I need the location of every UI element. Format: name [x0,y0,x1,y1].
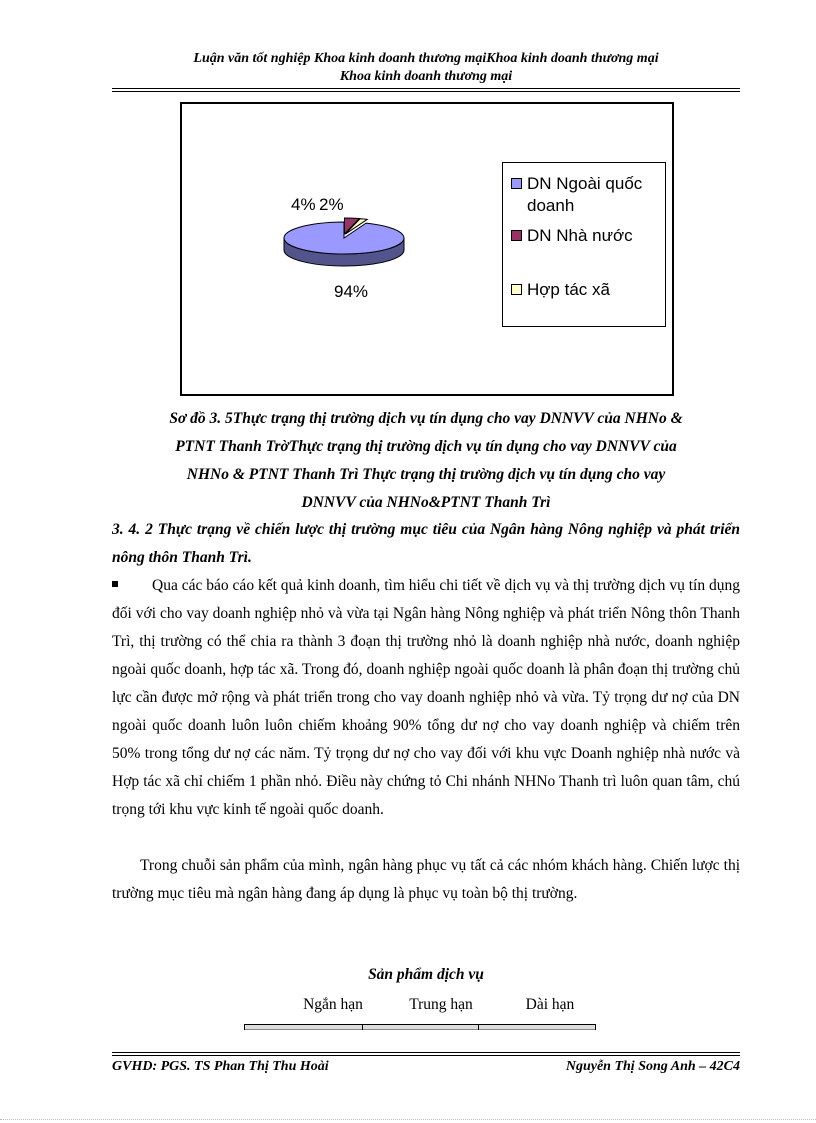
header-line-2: Khoa kinh doanh thương mại [339,69,513,84]
table-separator [478,1024,479,1030]
legend-swatch [511,178,522,189]
table-separator [595,1024,596,1030]
pie-label-dn-nha-nuoc: 4% [291,195,316,214]
legend-label: DN Nhà nước [527,226,633,245]
paragraph-2: Trong chuỗi sản phẩm của mình, ngân hàng phục vụ tất cả các nhóm khách hàng. Chiến lược thị trường mục tiêu mà ngân hàng đang áp dụng là phục vụ toàn bộ thị trường. [112,857,740,902]
legend-label: Hợp tác xã [527,280,610,299]
footer-advisor: GVHD: PGS. TS Phan Thị Thu Hoài [112,1059,329,1074]
table-separator [244,1024,245,1030]
bullet-icon [112,581,118,587]
paragraph-1-text: Qua các báo cáo kết quả kinh doanh, tìm hiểu chi tiết về dịch vụ và thị trường dịch vụ tín dụng đối với cho vay doanh nghiệp nhỏ và vừa tại Ngân hàng Nông nghiệp và phát triển Nông thôn Thanh Trì, thị trường có thể chia ra thành 3 đoạn thị trường nhỏ là doanh nghiệp nhà nước, doanh nghiệp ngoài quốc doanh, hợp tác xã. Trong đó, doanh nghiệp ngoài quốc doanh là phân đoạn thị trường chủ lực cần được mở rộng và phát triển trong cho vay doanh nghiệp nhỏ và vừa. Tỷ trọng dư nợ của DN ngoài quốc doanh luôn luôn chiếm khoảng 90% tổng dư nợ cho vay doanh nghiệp và chiếm trên 50% trong tổng dư nợ các năm. Tỷ trọng dư nợ cho vay đối với khu vực Doanh nghiệp nhà nước và Hợp tác xã chỉ chiếm 1 phần nhỏ. Điều này chứng tỏ Chi nhánh NHNo Thanh trì luôn quan tâm, chú trọng tới khu vực kinh tế ngoài quốc doanh. [112,577,740,818]
header-line-1: Luận văn tốt nghiệp Khoa kinh doanh thương mạiKhoa kinh doanh thương mại [193,51,659,66]
page-edge [0,1119,816,1120]
legend-item-hop-tac-xa [511,279,610,301]
legend-item-dn-nha-nuoc [511,225,633,247]
table-header-ngan-han: Ngắn hạn [303,996,363,1013]
legend-item-dn-ngoai-quoc-doanh [511,173,667,217]
chart-legend [502,162,666,327]
page-header [112,50,740,86]
table-separator [362,1024,363,1030]
pie-label-hop-tac-xa: 2% [319,195,344,214]
table-header-dai-han: Dài hạn [525,996,575,1013]
caption-line-2: PTNT Thanh TrờThực trạng thị trường dịch vụ tín dụng cho vay DNNVV của [175,438,677,455]
section-heading: 3. 4. 2 Thực trạng về chiến lược thị trường mục tiêu của Ngân hàng Nông nghiệp và phát triển nông thôn Thanh Trì. [112,521,740,566]
caption-line-3: NHNo & PTNT Thanh Trì Thực trạng thị trường dịch vụ tín dụng cho vay [186,466,666,483]
footer-author: Nguyễn Thị Song Anh – 42C4 [565,1059,740,1074]
legend-label: DN Ngoài quốc doanh [527,174,643,215]
legend-swatch [511,284,522,295]
paragraph-1 [112,572,740,824]
pie-slice-dn-ngoai-quoc-doanh [284,222,404,254]
footer-rule [112,1052,740,1056]
figure-caption [112,405,740,517]
table-title: Sản phẩm dịch vụ [368,966,484,983]
caption-line-1: Sơ đồ 3. 5Thực trạng thị trường dịch vụ tín dụng cho vay DNNVV của NHNo & [169,410,683,427]
caption-line-4: DNNVV của NHNo&PTNT Thanh Trì [301,494,551,511]
legend-swatch [511,230,522,241]
pie-label-dn-ngoai-quoc-doanh: 94% [334,282,369,301]
table-top-border [244,1024,596,1030]
header-rule [112,88,740,92]
table-header-trung-han: Trung hạn [409,996,473,1013]
